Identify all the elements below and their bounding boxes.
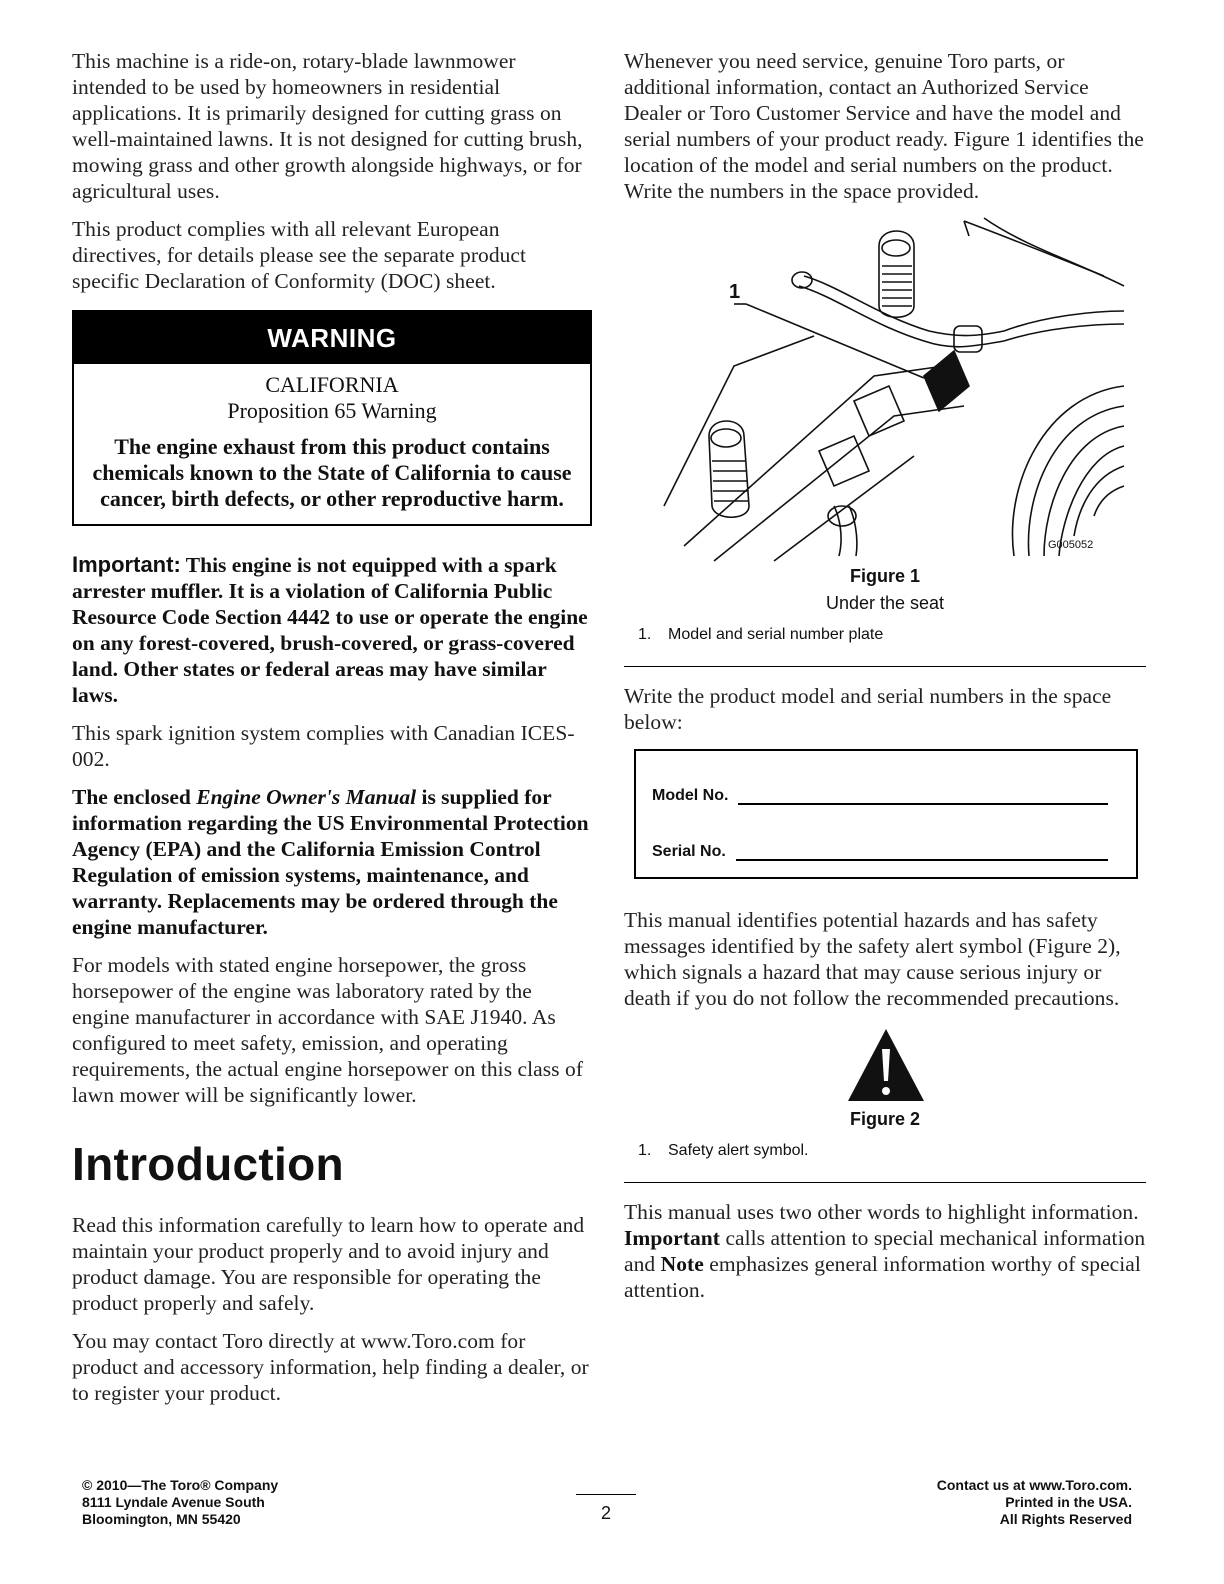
copyright: © 2010—The Toro® Company (82, 1477, 279, 1493)
european-compliance-paragraph: This product complies with all relevant European directives, for details please see the separate product specific Declaration of Conformity (DOC) sheet. (72, 217, 527, 293)
right-column (624, 48, 1146, 1315)
safety-alert-icon (624, 1025, 1146, 1105)
model-number-label: Model No. (652, 787, 729, 804)
model-number-row (652, 781, 1108, 805)
figure-2-legend (624, 1142, 1146, 1160)
important-paragraph (72, 552, 592, 708)
highlight-text-b: calls attention to special mechanical information and (624, 1226, 1146, 1276)
important-word: Important (624, 1226, 721, 1250)
figure-1-legend-num: 1. (638, 626, 652, 643)
figure-1-subtitle: Under the seat (825, 593, 945, 613)
serial-number-box (634, 749, 1138, 879)
highlight-text-c: emphasizes general information worthy of special attention. (624, 1252, 1141, 1302)
figure-1-callout: 1 (729, 281, 741, 303)
engine-manual-title: Engine Owner's Manual (196, 785, 417, 809)
important-text: This engine is not equipped with a spark arrester muffler. It is a violation of California Public Resource Code Section 4442 to use or operate the engine on any forest-covered, brush-covered, or grass-covered land. Other states or federal areas may have similar laws. (72, 553, 588, 707)
under-seat-illustration (624, 216, 1146, 566)
horsepower-paragraph: For models with stated engine horsepower, the gross horsepower of the engine was laboratory rated by the engine manufacturer in accordance with SAE J1940. As configured to meet safety, emission, and operating requirements, the actual engine horsepower on this class of lawn mower will be significantly lower. (72, 953, 584, 1107)
important-label: Important: (72, 552, 181, 577)
address-line: 8111 Lyndale Avenue South (82, 1494, 265, 1510)
warning-box (72, 310, 592, 526)
figure-2 (624, 1025, 1146, 1160)
rights-line: All Rights Reserved (999, 1511, 1132, 1527)
introduction-heading: Introduction (72, 1138, 344, 1190)
serial-number-label: Serial No. (652, 843, 726, 860)
figure-1-title: Figure 1 (849, 566, 920, 586)
left-column (72, 48, 592, 1418)
footer-right (937, 1477, 1132, 1528)
divider (624, 666, 1146, 667)
page-number: 2 (576, 1494, 636, 1524)
contact-line: Contact us at www.Toro.com. (936, 1477, 1132, 1493)
highlight-words-paragraph (624, 1199, 1146, 1303)
warning-text: The engine exhaust from this product contains chemicals known to the State of California to cause cancer, birth defects, or other reproductive harm. (92, 434, 572, 511)
figure-1-legend-text: Model and serial number plate (668, 626, 884, 643)
figure-2-title: Figure 2 (849, 1109, 920, 1129)
model-number-field[interactable] (738, 789, 1108, 805)
figure-1-legend (624, 626, 1146, 644)
introduction-paragraph: Read this information carefully to learn how to operate and maintain your product properly and to avoid injury and product damage. You are responsible for operating the product properly and safely. (72, 1213, 585, 1315)
hazards-paragraph: This manual identifies potential hazards and has safety messages identified by the safety alert symbol (Figure 2), which signals a hazard that may cause serious injury or death if you do not follow the recommended precautions. (624, 908, 1121, 1010)
engine-manual-text-b: is supplied for information regarding the US Environmental Protection Agency (EPA) and the California Emission Control Regulation of emission systems, maintenance, and warranty. Replacements may be ordered through the engine manufacturer. (72, 785, 589, 939)
divider-2 (624, 1182, 1146, 1183)
warning-body (74, 364, 590, 524)
service-paragraph: Whenever you need service, genuine Toro parts, or additional information, contact an Authorized Service Dealer or Toro Customer Service and have the model and serial numbers of your product ready. Figure 1 identifies the location of the model and serial numbers on the product. Write the numbers in the space provided. (624, 49, 1144, 203)
engine-manual-text-a: The enclosed (72, 785, 197, 809)
figure-1 (624, 216, 1146, 644)
serial-number-field[interactable] (736, 845, 1108, 861)
highlight-text-a: This manual uses two other words to highlight information. (624, 1200, 1139, 1224)
city-line: Bloomington, MN 55420 (82, 1511, 241, 1527)
engine-manual-paragraph (72, 784, 592, 940)
figure-2-legend-num: 1. (638, 1142, 652, 1159)
warning-california: CALIFORNIA (265, 372, 399, 397)
intended-use-paragraph: This machine is a ride-on, rotary-blade lawnmower intended to be used by homeowners in residential applications. It is primarily designed for cutting grass on well-maintained lawns. It is not designed for cutting brush, mowing grass and other growth alongside highways, or for agricultural uses. (72, 49, 583, 203)
figure-1-code: G005052 (1048, 539, 1094, 551)
warning-prop65: Proposition 65 Warning (227, 398, 437, 423)
footer-left (82, 1477, 278, 1528)
contact-paragraph: You may contact Toro directly at www.Toro.com for product and accessory information, help finding a dealer, or to register your product. (72, 1329, 589, 1405)
ices-paragraph: This spark ignition system complies with Canadian ICES-002. (72, 721, 575, 771)
printed-line: Printed in the USA. (1005, 1494, 1132, 1510)
figure-2-legend-text: Safety alert symbol. (668, 1142, 809, 1159)
serial-number-row (652, 837, 1108, 861)
note-word: Note (660, 1252, 704, 1276)
write-numbers-paragraph: Write the product model and serial numbers in the space below: (624, 684, 1112, 734)
warning-header: WARNING (74, 312, 590, 364)
